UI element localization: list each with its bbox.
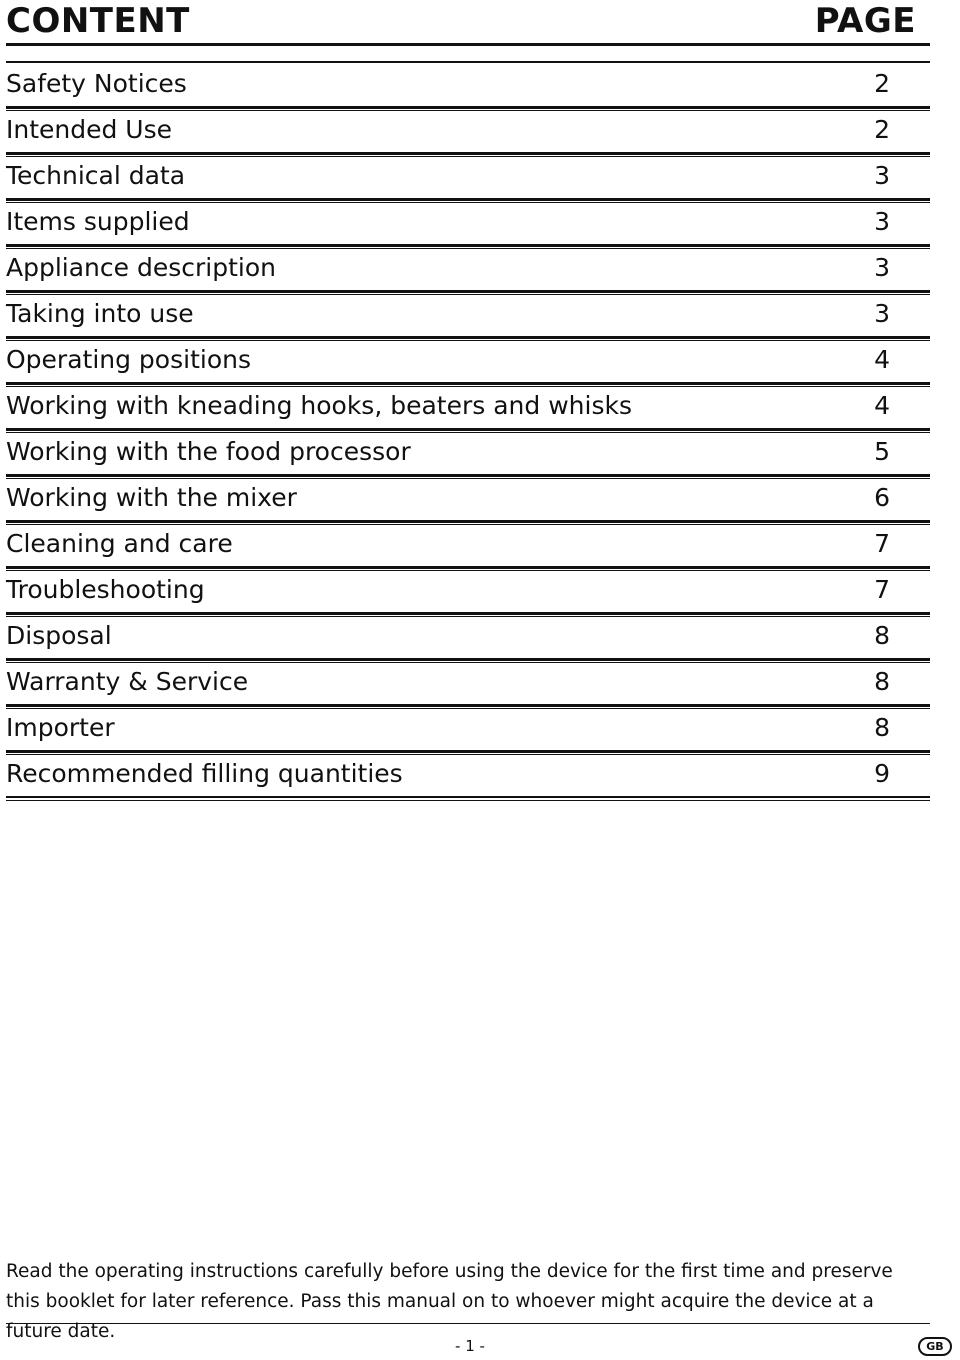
toc-entry-page: 8 [874,667,890,696]
toc-entry-page: 3 [874,161,890,190]
instructions-note: Read the operating instructions carefully before using the device for the first time and preserve this booklet for later reference. Pass this manual on to whoever might acquire the device at a future date. [6,1261,893,1342]
toc-entry [6,338,930,384]
toc-entry-page: 2 [874,69,890,98]
toc-entry-page: 6 [874,483,890,512]
toc-entry-label: Working with kneading hooks, beaters and whisks [6,391,632,420]
toc-entry-label: Cleaning and care [6,529,233,558]
toc-entry-label: Disposal [6,621,112,650]
toc-entry-label: Technical data [6,161,186,190]
toc-entry [6,752,930,798]
toc-entry-label: Taking into use [6,299,194,328]
toc-entry-page: 3 [874,299,890,328]
toc-entry-label: Intended Use [6,115,173,144]
toc-entry [6,706,930,752]
toc-header [6,0,930,46]
toc-entry [6,292,930,338]
toc-entry [6,476,930,522]
toc-entry-label: Items supplied [6,207,190,236]
toc-entry [6,522,930,568]
toc-entry-label: Recommended filling quantities [6,759,403,788]
toc-entry [6,660,930,706]
toc-entry-label: Importer [6,713,115,742]
page-number: - 1 - [455,1337,485,1355]
toc-entry-page: 5 [874,437,890,466]
toc-entry-page: 7 [874,575,890,604]
toc-entry-label: Safety Notices [6,69,187,98]
toc-entry [6,63,930,108]
toc-entry-label: Warranty & Service [6,667,249,696]
toc-entry-label: Working with the food processor [6,437,411,466]
toc-entry-label: Appliance description [6,253,276,282]
toc-entry-page: 3 [874,207,890,236]
toc-entry [6,430,930,476]
toc-entry [6,246,930,292]
table-of-contents [6,61,930,798]
toc-entry-label: Working with the mixer [6,483,297,512]
toc-entry [6,200,930,246]
toc-entry [6,384,930,430]
toc-entry-page: 4 [874,391,890,420]
toc-entry-page: 8 [874,713,890,742]
footer-divider [6,1323,930,1324]
toc-entry [6,154,930,200]
toc-entry-page: 4 [874,345,890,374]
toc-entry-page: 9 [874,759,890,788]
toc-entry-label: Troubleshooting [6,575,205,604]
toc-entry-label: Operating positions [6,345,251,374]
page-title: CONTENT [6,1,190,41]
toc-entry [6,614,930,660]
toc-entry [6,108,930,154]
language-badge: GB [918,1337,952,1356]
toc-entry-page: 7 [874,529,890,558]
toc-entry [6,568,930,614]
toc-entry-page: 2 [874,115,890,144]
toc-entry-page: 8 [874,621,890,650]
page-column-heading: PAGE [814,1,916,41]
toc-entry-page: 3 [874,253,890,282]
